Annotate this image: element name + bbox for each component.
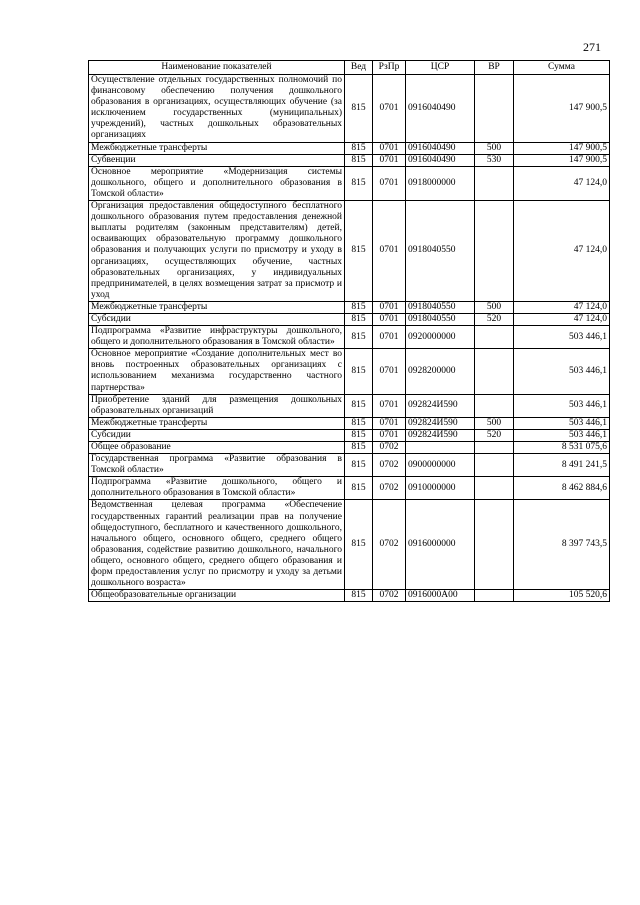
cell-rzpr: 0701: [373, 301, 406, 313]
cell-rzpr: 0702: [373, 442, 406, 454]
cell-csr: 0920000000: [406, 326, 475, 349]
cell-ved: 815: [345, 154, 373, 166]
cell-rzpr: 0701: [373, 313, 406, 325]
cell-indicator-name: Государственная программа «Развитие образования в Томской области»: [89, 454, 345, 477]
cell-rzpr: 0701: [373, 394, 406, 417]
cell-vr: [475, 442, 514, 454]
cell-csr: 092824И590: [406, 417, 475, 429]
cell-csr: 0916040490: [406, 75, 475, 143]
cell-rzpr: 0702: [373, 500, 406, 590]
cell-indicator-name: Общее образование: [89, 442, 345, 454]
cell-csr: 0918040550: [406, 313, 475, 325]
table-row: [89, 142, 610, 154]
cell-sum: 503 446,1: [514, 326, 610, 349]
header-csr: ЦСР: [406, 61, 475, 75]
cell-rzpr: 0701: [373, 417, 406, 429]
table-row: [89, 429, 610, 441]
cell-ved: 815: [345, 349, 373, 394]
cell-indicator-name: Межбюджетные трансферты: [89, 301, 345, 313]
cell-vr: [475, 349, 514, 394]
cell-sum: 8 491 241,5: [514, 454, 610, 477]
cell-ved: 815: [345, 477, 373, 500]
cell-ved: 815: [345, 301, 373, 313]
cell-csr: 0918000000: [406, 166, 475, 200]
cell-ved: 815: [345, 590, 373, 602]
cell-vr: [475, 394, 514, 417]
cell-sum: 147 900,5: [514, 154, 610, 166]
cell-sum: 105 520,6: [514, 590, 610, 602]
cell-sum: 147 900,5: [514, 75, 610, 143]
cell-csr: 0918040550: [406, 301, 475, 313]
cell-sum: 8 462 884,6: [514, 477, 610, 500]
cell-indicator-name: Подпрограмма «Развитие дошкольного, общего и дополнительного образования в Томской области»: [89, 477, 345, 500]
cell-csr: 0918040550: [406, 201, 475, 302]
table-row: [89, 154, 610, 166]
table-row: [89, 201, 610, 302]
cell-rzpr: 0701: [373, 349, 406, 394]
cell-ved: 815: [345, 417, 373, 429]
table-row: [89, 326, 610, 349]
table-row: [89, 454, 610, 477]
table-row: [89, 166, 610, 200]
cell-sum: 503 446,1: [514, 349, 610, 394]
table-body: [89, 75, 610, 602]
table-row: [89, 75, 610, 143]
cell-sum: 47 124,0: [514, 166, 610, 200]
cell-rzpr: 0701: [373, 429, 406, 441]
cell-indicator-name: Общеобразовательные организации: [89, 590, 345, 602]
cell-vr: [475, 326, 514, 349]
cell-csr: 092824И590: [406, 394, 475, 417]
cell-csr: 0916040490: [406, 154, 475, 166]
cell-indicator-name: Основное мероприятие «Модернизация системы дошкольного, общего и дополнительного образования в Томской области»: [89, 166, 345, 200]
cell-sum: 503 446,1: [514, 394, 610, 417]
table-row: [89, 313, 610, 325]
cell-vr: [475, 201, 514, 302]
cell-sum: 503 446,1: [514, 417, 610, 429]
cell-ved: 815: [345, 75, 373, 143]
cell-csr: 0916000А00: [406, 590, 475, 602]
cell-indicator-name: Основное мероприятие «Создание дополнительных мест во вновь построенных образовательных организациях с использованием механизма государственно частного партнерства»: [89, 349, 345, 394]
cell-vr: 520: [475, 429, 514, 441]
cell-ved: 815: [345, 313, 373, 325]
cell-indicator-name: Межбюджетные трансферты: [89, 142, 345, 154]
header-ved: Вед: [345, 61, 373, 75]
cell-ved: 815: [345, 442, 373, 454]
cell-rzpr: 0701: [373, 75, 406, 143]
header-indicator-name: Наименование показателей: [89, 61, 345, 75]
table-row: [89, 442, 610, 454]
page-number: 271: [583, 40, 601, 54]
cell-ved: 815: [345, 429, 373, 441]
cell-indicator-name: Подпрограмма «Развитие инфраструктуры дошкольного, общего и дополнительного образования в Томской области»: [89, 326, 345, 349]
cell-ved: 815: [345, 394, 373, 417]
cell-vr: [475, 500, 514, 590]
cell-rzpr: 0701: [373, 166, 406, 200]
cell-rzpr: 0702: [373, 477, 406, 500]
cell-vr: 530: [475, 154, 514, 166]
cell-vr: 520: [475, 313, 514, 325]
header-sum: Сумма: [514, 61, 610, 75]
cell-vr: [475, 590, 514, 602]
cell-vr: [475, 166, 514, 200]
cell-csr: 0900000000: [406, 454, 475, 477]
table-row: [89, 301, 610, 313]
cell-csr: 0916000000: [406, 500, 475, 590]
cell-vr: 500: [475, 417, 514, 429]
cell-indicator-name: Субсидии: [89, 429, 345, 441]
cell-csr: 092824И590: [406, 429, 475, 441]
cell-vr: [475, 75, 514, 143]
cell-indicator-name: Межбюджетные трансферты: [89, 417, 345, 429]
table-row: [89, 500, 610, 590]
table-row: [89, 417, 610, 429]
cell-vr: 500: [475, 142, 514, 154]
cell-sum: 503 446,1: [514, 429, 610, 441]
cell-rzpr: 0702: [373, 454, 406, 477]
cell-indicator-name: Приобретение зданий для размещения дошкольных образовательных организаций: [89, 394, 345, 417]
cell-indicator-name: Осуществление отдельных государственных полномочий по финансовому обеспечению получения дошкольного образования в организациях, осуществляющих обучение (за исключением государственных (муниципальных) учреждений), частных дошкольных образовательных организациях: [89, 75, 345, 143]
cell-csr: 0916040490: [406, 142, 475, 154]
cell-indicator-name: Ведомственная целевая программа «Обеспечение государственных гарантий реализации прав на получение общедоступного, бесплатного и качественного дошкольного, начального общего, основного общего, среднего общего образования, содействие развитию дошкольного, начального общего, основного общего, среднего общего образования и форм предоставления услуг по присмотру и уходу за детьми дошкольного возраста»: [89, 500, 345, 590]
cell-csr: 0928200000: [406, 349, 475, 394]
cell-ved: 815: [345, 454, 373, 477]
cell-vr: [475, 477, 514, 500]
cell-sum: 47 124,0: [514, 301, 610, 313]
header-rzpr: РзПр: [373, 61, 406, 75]
table-row: [89, 349, 610, 394]
table-row: [89, 394, 610, 417]
cell-rzpr: 0701: [373, 142, 406, 154]
cell-csr: 0910000000: [406, 477, 475, 500]
cell-rzpr: 0702: [373, 590, 406, 602]
cell-sum: 8 397 743,5: [514, 500, 610, 590]
header-vr: ВР: [475, 61, 514, 75]
cell-indicator-name: Субсидии: [89, 313, 345, 325]
cell-indicator-name: Субвенции: [89, 154, 345, 166]
cell-sum: 147 900,5: [514, 142, 610, 154]
cell-ved: 815: [345, 166, 373, 200]
cell-indicator-name: Организация предоставления общедоступного бесплатного дошкольного образования путем предоставления денежной выплаты родителям (законным представителям) детей, осваивающих образовательную программу дошкольного образования и получающих услуги по присмотру и уходу в организациях, осуществляющих обучение, частных образовательных организациях, у индивидуальных предпринимателей, в целях возмещения затрат за присмотр и уход: [89, 201, 345, 302]
cell-ved: 815: [345, 500, 373, 590]
cell-rzpr: 0701: [373, 201, 406, 302]
cell-csr: [406, 442, 475, 454]
cell-vr: [475, 454, 514, 477]
cell-ved: 815: [345, 326, 373, 349]
table-row: [89, 477, 610, 500]
table-header-row: [89, 61, 610, 75]
cell-ved: 815: [345, 201, 373, 302]
cell-sum: 47 124,0: [514, 313, 610, 325]
cell-rzpr: 0701: [373, 326, 406, 349]
cell-sum: 47 124,0: [514, 201, 610, 302]
table-row: [89, 590, 610, 602]
cell-vr: 500: [475, 301, 514, 313]
budget-table: [88, 60, 610, 602]
cell-rzpr: 0701: [373, 154, 406, 166]
cell-ved: 815: [345, 142, 373, 154]
cell-sum: 8 531 075,6: [514, 442, 610, 454]
